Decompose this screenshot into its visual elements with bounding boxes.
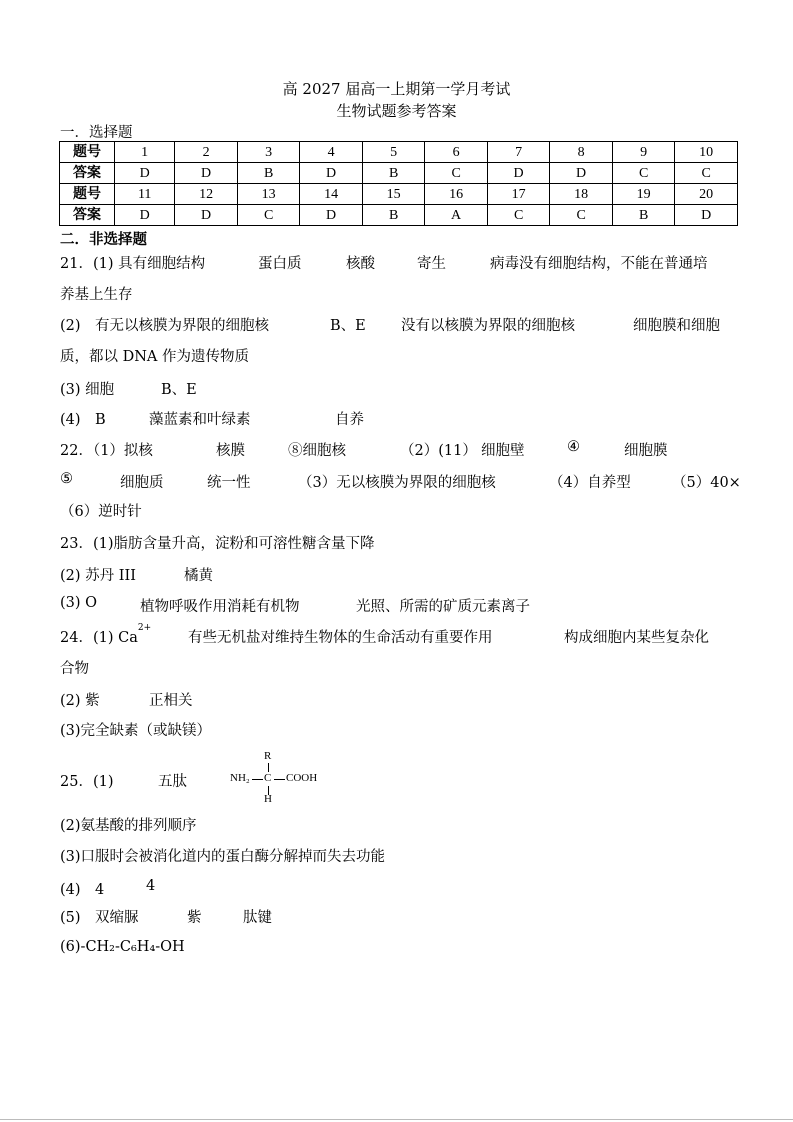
table-cell: 7 xyxy=(487,142,550,163)
section-choice-heading: 一．选择题 xyxy=(60,125,133,141)
q25-line-5: (5) 双缩脲 紫 肽键 xyxy=(60,910,272,926)
table-cell: 19 xyxy=(612,184,675,205)
table-row xyxy=(60,142,738,163)
row-label-number: 题号 xyxy=(60,184,115,205)
row-label-number: 题号 xyxy=(60,142,115,163)
table-row xyxy=(60,184,738,205)
table-cell: 2 xyxy=(175,142,238,163)
table-cell: 1 xyxy=(115,142,175,163)
q21-line-1: 21．(1) 具有细胞结构 蛋白质 核酸 寄生 病毒没有细胞结构，不能在普通培 xyxy=(60,256,708,272)
q25-line-4: (4) 4 4 xyxy=(60,878,156,898)
table-cell: D xyxy=(300,163,363,184)
formula-bond-top xyxy=(268,763,269,772)
table-cell: C xyxy=(550,205,613,226)
q23-line-1: 23．(1)脂肪含量升高，淀粉和可溶性糖含量下降 xyxy=(60,536,375,552)
table-cell: 14 xyxy=(300,184,363,205)
table-cell: D xyxy=(175,163,238,184)
q24-line-2: (2) 紫 正相关 xyxy=(60,693,193,709)
formula-hydrogen: H xyxy=(264,793,272,805)
row-label-answer: 答案 xyxy=(60,163,115,184)
page-title: 高 2027 届高一上期第一学月考试 xyxy=(282,80,511,98)
table-cell: D xyxy=(300,205,363,226)
q22-line-1: 22．（1）拟核 核膜 ⑧细胞核 （2）(11） 细胞壁 ④ 细胞膜 xyxy=(60,439,668,459)
table-cell: C xyxy=(237,205,300,226)
q21-line-2: (2) 有无以核膜为界限的细胞核 B、E 没有以核膜为界限的细胞核 细胞膜和细胞 xyxy=(60,318,720,334)
table-cell: 20 xyxy=(675,184,738,205)
table-cell: D xyxy=(175,205,238,226)
table-cell: 17 xyxy=(487,184,550,205)
table-row xyxy=(60,205,738,226)
table-cell: 12 xyxy=(175,184,238,205)
table-cell: C xyxy=(487,205,550,226)
formula-r-group: R xyxy=(264,750,272,762)
table-cell: 13 xyxy=(237,184,300,205)
table-cell: D xyxy=(115,163,175,184)
q21-line-3: (3) 细胞 B、E xyxy=(60,382,197,398)
table-row xyxy=(60,163,738,184)
table-cell: 15 xyxy=(362,184,425,205)
table-cell: C xyxy=(612,163,675,184)
amino-acid-structural-formula xyxy=(230,750,350,810)
q22-line-2: ⑤ 细胞质 统一性 （3）无以核膜为界限的细胞核 （4）自养型 （5）40× xyxy=(60,471,741,491)
q21-line-4: (4) B 藻蓝素和叶绿素 自养 xyxy=(60,412,364,428)
table-cell: D xyxy=(675,205,738,226)
formula-carbon: C xyxy=(264,772,272,784)
table-cell: 9 xyxy=(612,142,675,163)
table-cell: 8 xyxy=(550,142,613,163)
table-cell: 3 xyxy=(237,142,300,163)
q22-line-3: （6）逆时针 xyxy=(60,504,142,520)
table-cell: B xyxy=(612,205,675,226)
q25-line-1: 25．(1) 五肽 xyxy=(60,774,187,790)
table-cell: 11 xyxy=(115,184,175,205)
table-cell: 10 xyxy=(675,142,738,163)
table-cell: B xyxy=(237,163,300,184)
page-subtitle: 生物试题参考答案 xyxy=(336,102,457,120)
table-cell: D xyxy=(115,205,175,226)
section-nonchoice-heading: 二．非选择题 xyxy=(60,231,147,248)
q25-line-6: (6)-CH₂-C₆H₄-OH xyxy=(60,939,185,955)
table-cell: 4 xyxy=(300,142,363,163)
table-cell: A xyxy=(425,205,488,226)
q24-line-3: (3)完全缺素（或缺镁） xyxy=(60,723,212,739)
table-cell: D xyxy=(487,163,550,184)
q21-line-2b: 质，都以 DNA 作为遗传物质 xyxy=(60,349,250,365)
row-label-answer: 答案 xyxy=(60,205,115,226)
table-cell: B xyxy=(362,163,425,184)
q21-line-1b: 养基上生存 xyxy=(60,287,133,303)
table-cell: C xyxy=(675,163,738,184)
answer-table xyxy=(59,141,738,226)
page-bottom-rule xyxy=(0,1119,793,1120)
table-cell: 6 xyxy=(425,142,488,163)
q24-line-1b: 合物 xyxy=(60,661,89,677)
table-cell: 18 xyxy=(550,184,613,205)
q24-line-1: 24．(1) Ca2+ 有些无机盐对维持生物体的生命活动有重要作用 构成细胞内某些复杂化 xyxy=(60,623,709,646)
table-cell: D xyxy=(550,163,613,184)
table-cell: C xyxy=(425,163,488,184)
table-cell: 16 xyxy=(425,184,488,205)
q23-line-2: (2) 苏丹 III 橘黄 xyxy=(60,568,213,584)
q25-line-2: (2)氨基酸的排列顺序 xyxy=(60,818,197,834)
table-cell: B xyxy=(362,205,425,226)
formula-carboxyl-group: COOH xyxy=(286,772,318,784)
q23-line-3: (3) O 植物呼吸作用消耗有机物 光照、所需的矿质元素离子 xyxy=(60,595,530,615)
formula-amino-group: NH₂ xyxy=(230,772,250,784)
formula-bond-left xyxy=(252,779,263,780)
q25-line-3: (3)口服时会被消化道内的蛋白酶分解掉而失去功能 xyxy=(60,849,386,865)
table-cell: 5 xyxy=(362,142,425,163)
formula-bond-right xyxy=(274,779,285,780)
